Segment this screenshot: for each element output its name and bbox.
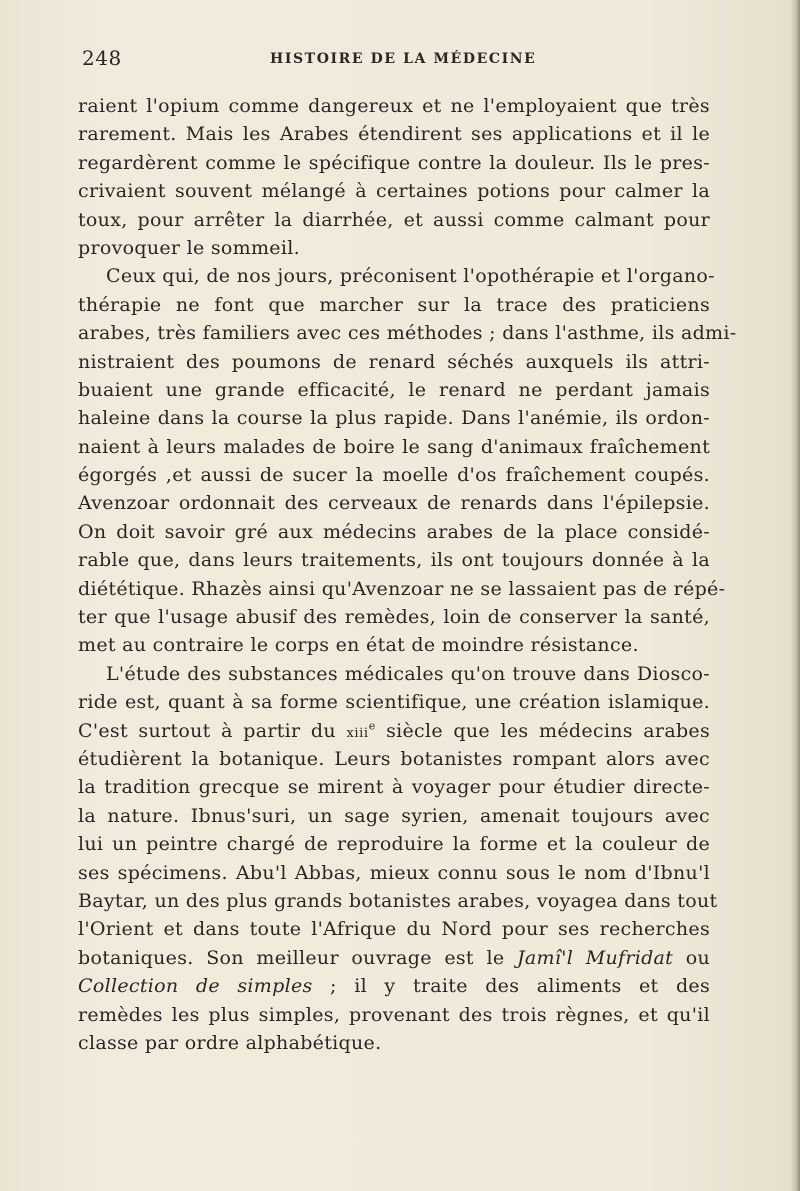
paragraph-start-line: L'étude des substances médicales qu'on trouve dans Diosco- [106,662,710,685]
text-fragment: botaniques. Son meilleur ouvrage est le [78,946,505,969]
book-title: Jamî'l Mufridat [516,946,674,969]
text-line: regardèrent comme le spécifique contre la douleur. Ils le pres- [78,151,710,174]
text-line: rarement. Mais les Arabes étendirent ses applications et il le [78,123,710,146]
text-line: ter que l'usage abusif des remèdes, loin de conserver la santé, [78,606,710,629]
text-line: arabes, très familiers avec ces méthodes ; dans l'asthme, ils admi- [78,322,737,345]
text-line: nistraient des poumons de renard séchés auxquels ils attri- [78,350,710,373]
century-superscript: e [368,719,376,733]
text-line [78,944,710,972]
text-fragment: C'est surtout à partir du [78,719,336,742]
text-fragment: ; il y traite des aliments et des [330,975,710,998]
text-line: la tradition grecque se mirent à voyager pour étudier directe- [78,776,710,799]
page-number: 248 [82,46,122,70]
text-line: rable que, dans leurs traitements, ils ont toujours donnée à la [78,549,710,572]
text-line [78,972,710,1000]
text-line: buaient une grande efficacité, le renard ne perdant jamais [78,378,710,401]
text-line: étudièrent la botanique. Leurs botanistes rompant alors avec [78,747,710,770]
text-line: la nature. Ibnus'suri, un sage syrien, amenait toujours avec [78,804,710,827]
page-edge-shadow [790,0,800,1191]
text-line: crivaient souvent mélangé à certaines potions pour calmer la [78,180,710,203]
text-line: classe par ordre alphabétique. [78,1031,382,1054]
text-line: thérapie ne font que marcher sur la trace des praticiens [78,293,710,316]
century-numeral: xiii [346,725,369,741]
paragraph-start-line: Ceux qui, de nos jours, préconisent l'opothérapie et l'organo- [106,265,715,288]
text-line: lui un peintre chargé de reproduire la forme et la couleur de [78,833,710,856]
text-line: toux, pour arrêter la diarrhée, et aussi comme calmant pour [78,208,710,231]
text-fragment: ou [685,946,710,969]
text-line [78,717,710,745]
text-line: l'Orient et dans toute l'Afrique du Nord pour ses recherches [78,918,710,941]
text-fragment: siècle que les médecins arabes [386,719,711,742]
text-line: On doit savoir gré aux médecins arabes de la place considé- [78,520,710,543]
running-title: HISTOIRE DE LA MÉDECINE [270,51,537,67]
text-line: égorgés ,et aussi de sucer la moelle d'os fraîchement coupés. [78,464,710,487]
text-line: naient à leurs malades de boire le sang d'animaux fraîchement [78,435,710,458]
body-text [78,92,737,1057]
text-line: raient l'opium comme dangereux et ne l'employaient que très [78,95,710,117]
text-line: remèdes les plus simples, provenant des trois règnes, et qu'il [78,1003,710,1026]
text-line: ses spécimens. Abu'l Abbas, mieux connu sous le nom d'Ibnu'l [78,861,710,884]
book-title-translation: Collection de simples [78,975,313,998]
text-line: Baytar, un des plus grands botanistes arabes, voyagea dans tout [78,889,718,912]
text-line: provoquer le sommeil. [78,236,300,259]
text-line: diététique. Rhazès ainsi qu'Avenzoar ne se lassaient pas de répé- [78,577,726,600]
text-line: met au contraire le corps en état de moindre résistance. [78,634,639,657]
text-line: Avenzoar ordonnait des cerveaux de renards dans l'épilepsie. [78,492,710,515]
page-header [80,46,710,76]
text-line: haleine dans la course la plus rapide. Dans l'anémie, ils ordon- [78,407,710,430]
text-line: ride est, quant à sa forme scientifique, une création islamique. [78,691,710,714]
